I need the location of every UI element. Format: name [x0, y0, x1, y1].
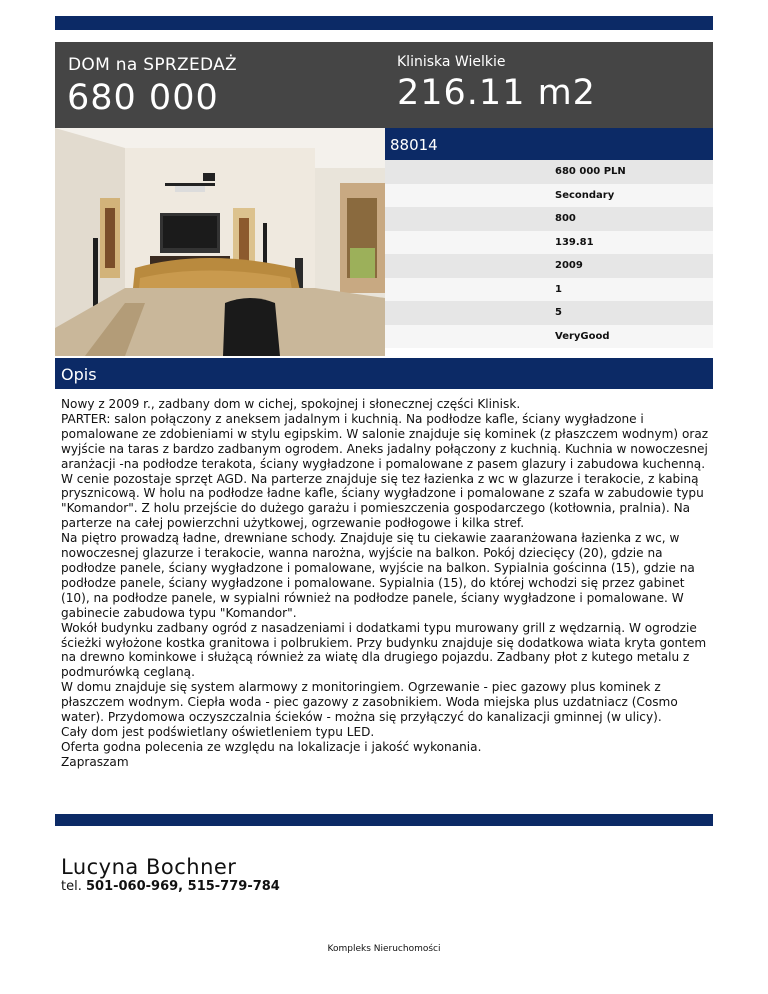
description-heading: Opis [61, 365, 97, 384]
footer-company: Kompleks Nieruchomości [327, 944, 441, 954]
listing-id: 88014 [390, 136, 438, 154]
description-paragraph: W domu znajduje się system alarmowy z monitoringiem. Ogrzewanie - piec gazowy plus kominek z płaszczem wodnym. Ciepła woda - piec gazowy z zasobnikiem. Woda miejska plus uzdatniacz (Cosmo water). Przydomowa oczyszczalnia ścieków - można się przyłączyć do kanalizacji gminnej (w ulicy). [61, 680, 678, 725]
description-heading-bar [55, 358, 713, 389]
listing-header [55, 42, 713, 128]
location-label: Kliniska Wielkie [397, 54, 506, 70]
description-paragraph: Na piętro prowadzą ładne, drewniane schody. Znajduje się tu ciekawie zaaranżowana łazienka z wc, w nowoczesnej glazurze i terakocie, wanna narożna, wyjście na balkon. Pokój dziecięcy (20), gdzie na podłodze panele, ściany wygładzone i pomalowane, wyjście na balkon. Sypialnia gościnna (15), gdzie na podłodze panele, ściany wygładzone i pomalowane. Sypialnia (15), do której wchodzi się przez gabinet (10), na podłodze panele, w sypialni również na podłodze panele, ściany wygładzone i pomalowane. W gabinecie zabudowa typu "Komandor". [61, 531, 695, 620]
description-paragraph: Cały dom jest podświetlany oświetleniem typu LED. [61, 724, 375, 739]
detail-row: 800 [385, 207, 713, 231]
detail-row: Secondary [385, 184, 713, 208]
agent-name: Lucyna Bochner [61, 855, 237, 879]
phone-numbers: 501-060-969, 515-779-784 [85, 879, 280, 894]
detail-row: 1 [385, 278, 713, 302]
area-label: 216.11 m2 [397, 73, 596, 113]
headline-price: 680 000 [67, 78, 219, 118]
description-paragraph: Wokół budynku zadbany ogród z nasadzeniami i dodatkami typu murowany grill z wędzarnią. W ogrodzie ścieżki wyłożone kostka granitowa i polbrukiem. Przy budynku znajduje się dodatkowa wiata kryta gontem na drewno kominkowe i służącą również za wiatę dla drugiego pojazdu. Zadbany płot z kutego metalu z podmurówką ceglaną. [61, 620, 707, 680]
description-text [61, 397, 711, 770]
agent-phone [61, 879, 280, 894]
detail-row: 139.81 [385, 231, 713, 255]
phone-label: tel. [61, 879, 82, 894]
description-paragraph: Zapraszam [61, 754, 129, 769]
property-photo [55, 128, 385, 356]
detail-row: 2009 [385, 254, 713, 278]
top-accent-bar [55, 16, 713, 30]
detail-row: 680 000 PLN [385, 160, 713, 184]
property-type-label: DOM na SPRZEDAŻ [68, 55, 237, 75]
detail-row: VeryGood [385, 325, 713, 349]
details-table [385, 160, 713, 348]
description-paragraph: PARTER: salon połączony z aneksem jadalnym i kuchnią. Na podłodze kafle, ściany wygładzone i pomalowane ze zdobieniami w stylu egipskim. W salonie znajduje się kominek (z płaszczem wodnym) oraz wyjście na taras z bardzo zadbanym ogrodem. Aneks jadalny połączony z kuchnią. Kuchnia w nowoczesnej aranżacji -na podłodze terakota, ściany wygładzone i pomalowane z pasem glazury i zabudowa kuchenną. W cenie pozostaje sprzęt AGD. Na parterze znajduje się tez łazienka z wc w glazurze i terakocie, z kabiną prysznicową. W holu na podłodze ładne kafle, ściany wygładzone i pomalowane z szafa w zabudowie typu "Komandor". Z holu przejście do dużego garażu i pomieszczenia gospodarczego (kotłownia, pralnia). Na parterze na całej powierzchni użytkowej, ogrzewanie podłogowe i kilka stref. [61, 411, 709, 531]
section-divider-bar [55, 814, 713, 826]
description-paragraph: Nowy z 2009 r., zadbany dom w cichej, spokojnej i słonecznej części Klinisk. [61, 397, 521, 411]
detail-row: 5 [385, 301, 713, 325]
description-paragraph: Oferta godna polecenia ze względu na lokalizacje i jakość wykonania. [61, 739, 482, 754]
listing-id-bar [385, 128, 713, 160]
